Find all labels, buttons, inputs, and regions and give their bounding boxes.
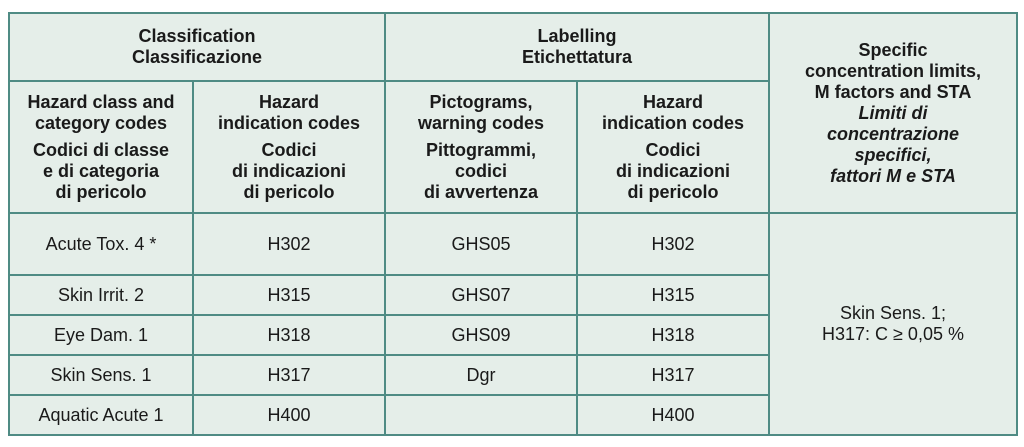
pictogram-cell: GHS09 (385, 315, 577, 355)
label-code-cell: H315 (577, 275, 769, 315)
hazard-class-cell: Skin Sens. 1 (9, 355, 193, 395)
hazard-code-cell: H317 (193, 355, 385, 395)
clp-table-container (8, 12, 1016, 436)
specific-limits-header: Specific concentration limits, M factors and STA Limiti di concentrazione specifici, fattori M e STA (769, 13, 1017, 213)
hazard-class-cell: Skin Irrit. 2 (9, 275, 193, 315)
label-code-cell: H318 (577, 315, 769, 355)
label-code-cell: H317 (577, 355, 769, 395)
clp-classification-table (8, 12, 1018, 436)
hazard-class-cell: Acute Tox. 4 * (9, 213, 193, 275)
hazard-indication-header: Hazard indication codes Codici di indicazioni di pericolo (193, 81, 385, 213)
labelling-header: Labelling Etichettatura (385, 13, 769, 81)
pictogram-cell (385, 395, 577, 435)
classification-header: Classification Classificazione (9, 13, 385, 81)
hazard-code-cell: H315 (193, 275, 385, 315)
pictogram-cell: GHS05 (385, 213, 577, 275)
hazard-code-cell: H318 (193, 315, 385, 355)
label-code-cell: H302 (577, 213, 769, 275)
label-hazard-indication-header: Hazard indication codes Codici di indicazioni di pericolo (577, 81, 769, 213)
group-header-row (9, 13, 1017, 81)
pictogram-cell: GHS07 (385, 275, 577, 315)
hazard-class-cell: Eye Dam. 1 (9, 315, 193, 355)
hazard-class-cell: Aquatic Acute 1 (9, 395, 193, 435)
table-row (9, 213, 1017, 275)
label-code-cell: H400 (577, 395, 769, 435)
specific-limits-cell: Skin Sens. 1; H317: C ≥ 0,05 % (769, 213, 1017, 435)
hazard-code-cell: H400 (193, 395, 385, 435)
pictograms-header: Pictograms, warning codes Pittogrammi, codici di avvertenza (385, 81, 577, 213)
hazard-class-header: Hazard class and category codes Codici di classe e di categoria di pericolo (9, 81, 193, 213)
hazard-code-cell: H302 (193, 213, 385, 275)
pictogram-cell: Dgr (385, 355, 577, 395)
